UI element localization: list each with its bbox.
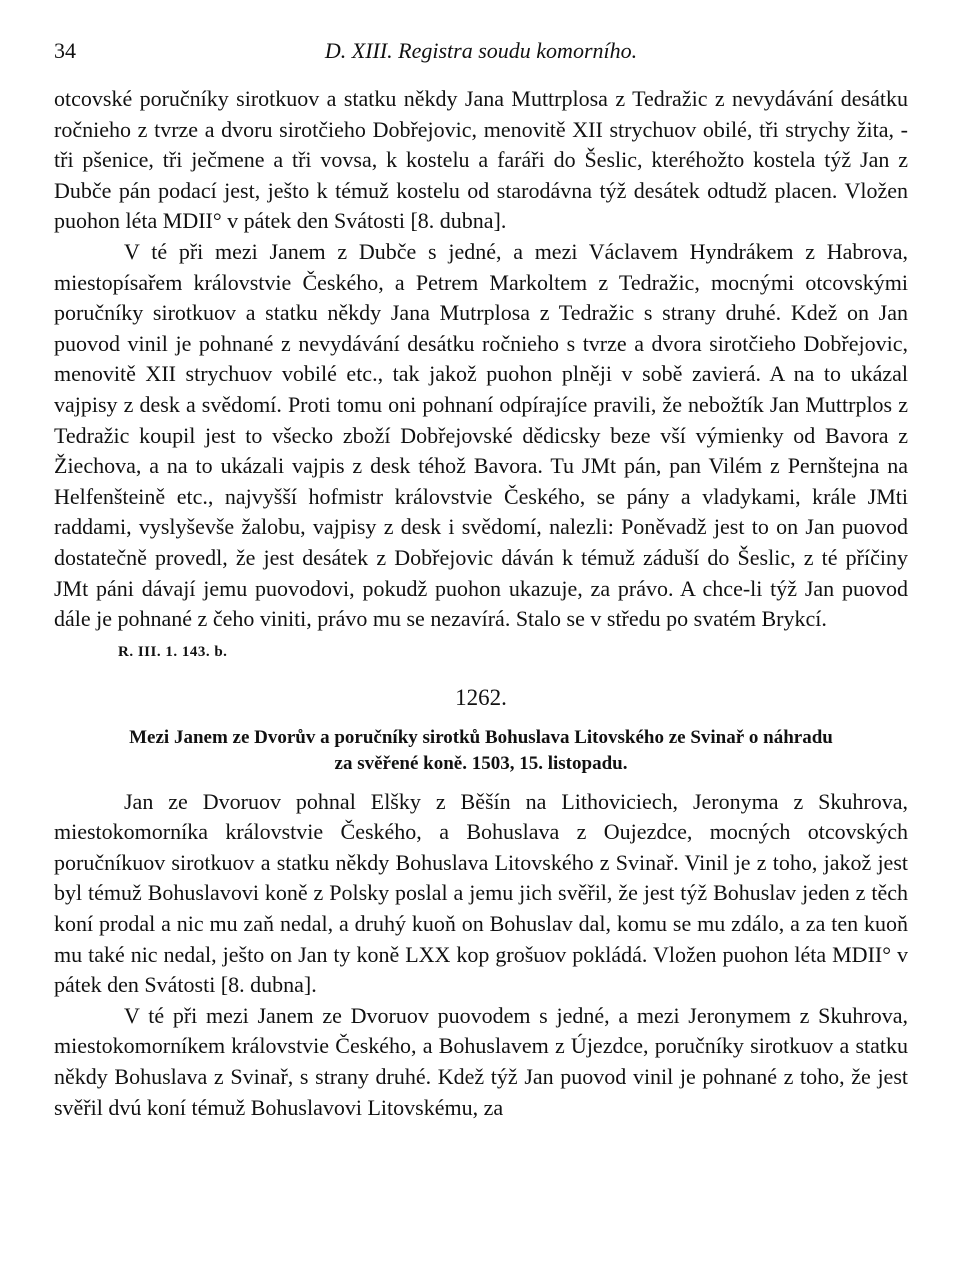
entry-number: 1262. [455, 684, 507, 710]
entry-summary-line: Mezi Janem ze Dvorův a poručníky sirotků Bohuslava Litovského ze Svinař o náhradu [129, 726, 833, 748]
entry-summary-line: za svěřené koně. 1503, 15. listopadu. [334, 752, 628, 774]
entry-summary [54, 725, 908, 777]
page-number: 34 [54, 38, 76, 63]
source-citation: R. III. 1. 143. b. [118, 643, 228, 660]
page-body [54, 84, 908, 1123]
running-head [54, 38, 908, 68]
judgment-paragraph: V té při mezi Janem z Dubče s jedné, a mezi Václavem Hyndrákem z Habrova, miestopísařem královstvie Českého, a Petrem Markoltem z Tedražic, mocnými otcovskými poručníky sirotkuov a statku někdy Jana Mutrplosa z Tedražic s strany druhé. Kdež on Jan puovod vinil je pohnané z nevydávání desátku ročnieho s tvrze a dvora sirotčieho Dobřejovic, menovitě XII strychuov vobilé etc., tak jakož puohon plněji v sobě zavierá. A na to ukázal vajpisy z desk a svědomí. Proti tomu oni pohnaní odpírajíce pravili, že nebožtík Jan Muttrplos z Tedražic koupil jest to všecko zboží Dobřejovské dědicsky beze vší výmienky od Bavora z Žiechova, a na to ukázali vajpis z desk téhož Bavora. Tu JMt pán, pan Vilém z Pernštejna na Helfenšteině etc., najvyšší hofmistr královstvie Českého, se pány a vladykami, krále JMti raddami, vyslyševše žalobu, vajpisy z desk i svědomí, nalezli: Poněvadž jest to on Jan puovod dostatečně provedl, že jest desátek z Dobřejovic dáván k témuž záduší do Šeslic, z té příčiny JMt páni dávají jemu puovodovi, pokudž puohon ukazuje, za právo. A chce-li týž Jan puovod dále je pohnané z čeho viniti, právo mu se nezavírá. Stalo se v středu po svatém Brykcí. [54, 238, 908, 632]
judgment-paragraph: V té při mezi Janem ze Dvoruov puovodem s jedné, a mezi Jeronymem z Skuhrova, miestokomorníkem královstvie Českého, a Bohuslavem z Újezdce, poručníky sirotkuov a statku někdy Bohuslava z Svinař, s strany druhé. Kdež týž Jan puovod vinil je pohnané z toho, že jest svěřil dvú koní témuž Bohuslavovi Litovskému, za [54, 1002, 908, 1120]
continued-paragraph: otcovské poručníky sirotkuov a statku někdy Jana Muttrplosa z Tedražic z nevydávání desátku ročnieho z tvrze a dvoru sirotčieho Dobřejovic, menovitě XII strychuov obilé, tři strychy žita, - tři pšenice, tři ječmene a tři vovsa, k kostelu a faráři do Šeslic, kteréhožto kostela týž Jan z Dubče pán podací jest, ješto k témuž kostelu od starodávna týž desátek odtudž placen. Vložen puohon léta MDII° v pátek den Svátosti [8. dubna]. [54, 86, 908, 234]
summons-paragraph: Jan ze Dvoruov pohnal Elšky z Běšín na Lithoviciech, Jeronyma z Skuhrova, miestokomorníka královstvie Českého, a Bohuslava z Oujezdce, mocných otcovských poručníkuov sirotkuov a statku někdy Bohuslava Litovského z Svinař. Vinil je z toho, jakož jest byl témuž Bohuslavovi koně z Polsky poslal a jemu jich svěřil, že jest týž Bohuslav jeden z těch koní prodal a nic mu zaň nedal, a druhý kuoň on Bohuslav dal, komu se mu zdálo, a za ten kuoň mu také nic nedal, ješto on Jan ty koně LXX kop grošuov pokládá. Vložen puohon léta MDII° v pátek den Svátosti [8. dubna]. [54, 788, 908, 998]
running-title: D. XIII. Registra soudu komorního. [324, 38, 638, 63]
